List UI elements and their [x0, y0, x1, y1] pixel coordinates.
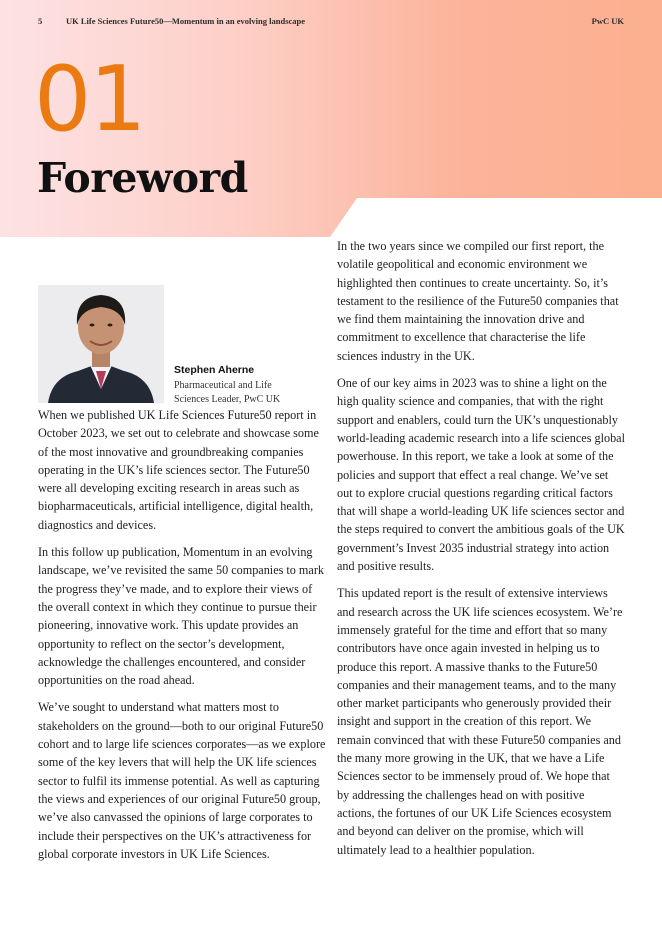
section-number: 01 [34, 47, 145, 152]
paragraph: We’ve sought to understand what matters most to stakeholders on the ground—both to our original Future50 cohort and to large life sciences corporates—as we explore some of the key levers that will help the UK life sciences sector to fulfil its immense potential. As well as capturing the views and experiences of our original Future50 group, we’ve also canvassed the opinions of large corporates to include their perspectives on the UK’s attractiveness for global corporate investors in UK Life Sciences. [38, 700, 326, 861]
paragraph: This updated report is the result of extensive interviews and research across the UK life sciences ecosystem. We’re immensely grateful for the time and effort that so many contributors have once again invested in helping us to produce this report. A massive thanks to the Future50 companies and their management teams, and to the many other market participants who generously provided their insight and support in the creation of this report. We remain convinced that with these Future50 companies and the many more growing in the UK, that we have a Life Sciences sector to be immensely proud of. We hope that by addressing the challenges head on with positive actions, the fortunes of our UK Life Sciences ecosystem and beyond can deliver on the promise, which will ultimately lead to a healthier population. [337, 586, 623, 857]
page-number: 5 [38, 16, 43, 26]
brand-name: PwC UK [591, 16, 624, 26]
running-header [38, 16, 624, 30]
paragraph: In the two years since we compiled our first report, the volatile geopolitical and economic environment we highlighted then continues to create uncertainty. So, it’s testament to the resilience of the Future50 companies that we find them maintaining the innovation drive and commitment to excellence that characterise the life sciences industry in the UK. [337, 239, 619, 363]
paragraph: In this follow up publication, Momentum in an evolving landscape, we’ve revisited the same 50 companies to mark the progress they’ve made, and to explore their views of the overall context in which they continue to pursue their pioneering, innovative work. This update provides an opportunity to reflect on the sector’s development, acknowledge the challenges encountered, and consider opportunities on the road ahead. [38, 545, 324, 688]
author-portrait-image [38, 285, 164, 403]
author-caption [174, 364, 314, 407]
report-title: UK Life Sciences Future50—Momentum in an evolving landscape [66, 16, 306, 26]
right-text-column [337, 237, 625, 868]
author-role-line-2: Sciences Leader, PwC UK [174, 394, 281, 405]
paragraph: When we published UK Life Sciences Future50 report in October 2023, we set out to celebrate and showcase some of the most innovative and groundbreaking companies operating in the UK’s life sciences sector. The Future50 were all developing exciting research in areas such as biopharmaceuticals, artificial intelligence, digital health, diagnostics and devices. [38, 408, 319, 532]
page-title: Foreword [37, 154, 248, 202]
left-text-column [38, 406, 328, 872]
author-role-line-1: Pharmaceutical and Life [174, 380, 272, 391]
author-name: Stephen Aherne [174, 364, 255, 376]
author-photo [38, 285, 164, 403]
paragraph: One of our key aims in 2023 was to shine a light on the high quality science and companies, that with the right support and enablers, could turn the UK’s unquestionably world-leading academic research into a life sciences global powerhouse. In this report, we take a look at some of the policies and support that effect a real change. We’ve set out to explore crucial questions regarding critical factors that will shape a world-leading UK life sciences sector and the steps required to convert the ambitious goals of the UK government’s Invest 2035 industrial strategy into action and positive results. [337, 376, 625, 574]
